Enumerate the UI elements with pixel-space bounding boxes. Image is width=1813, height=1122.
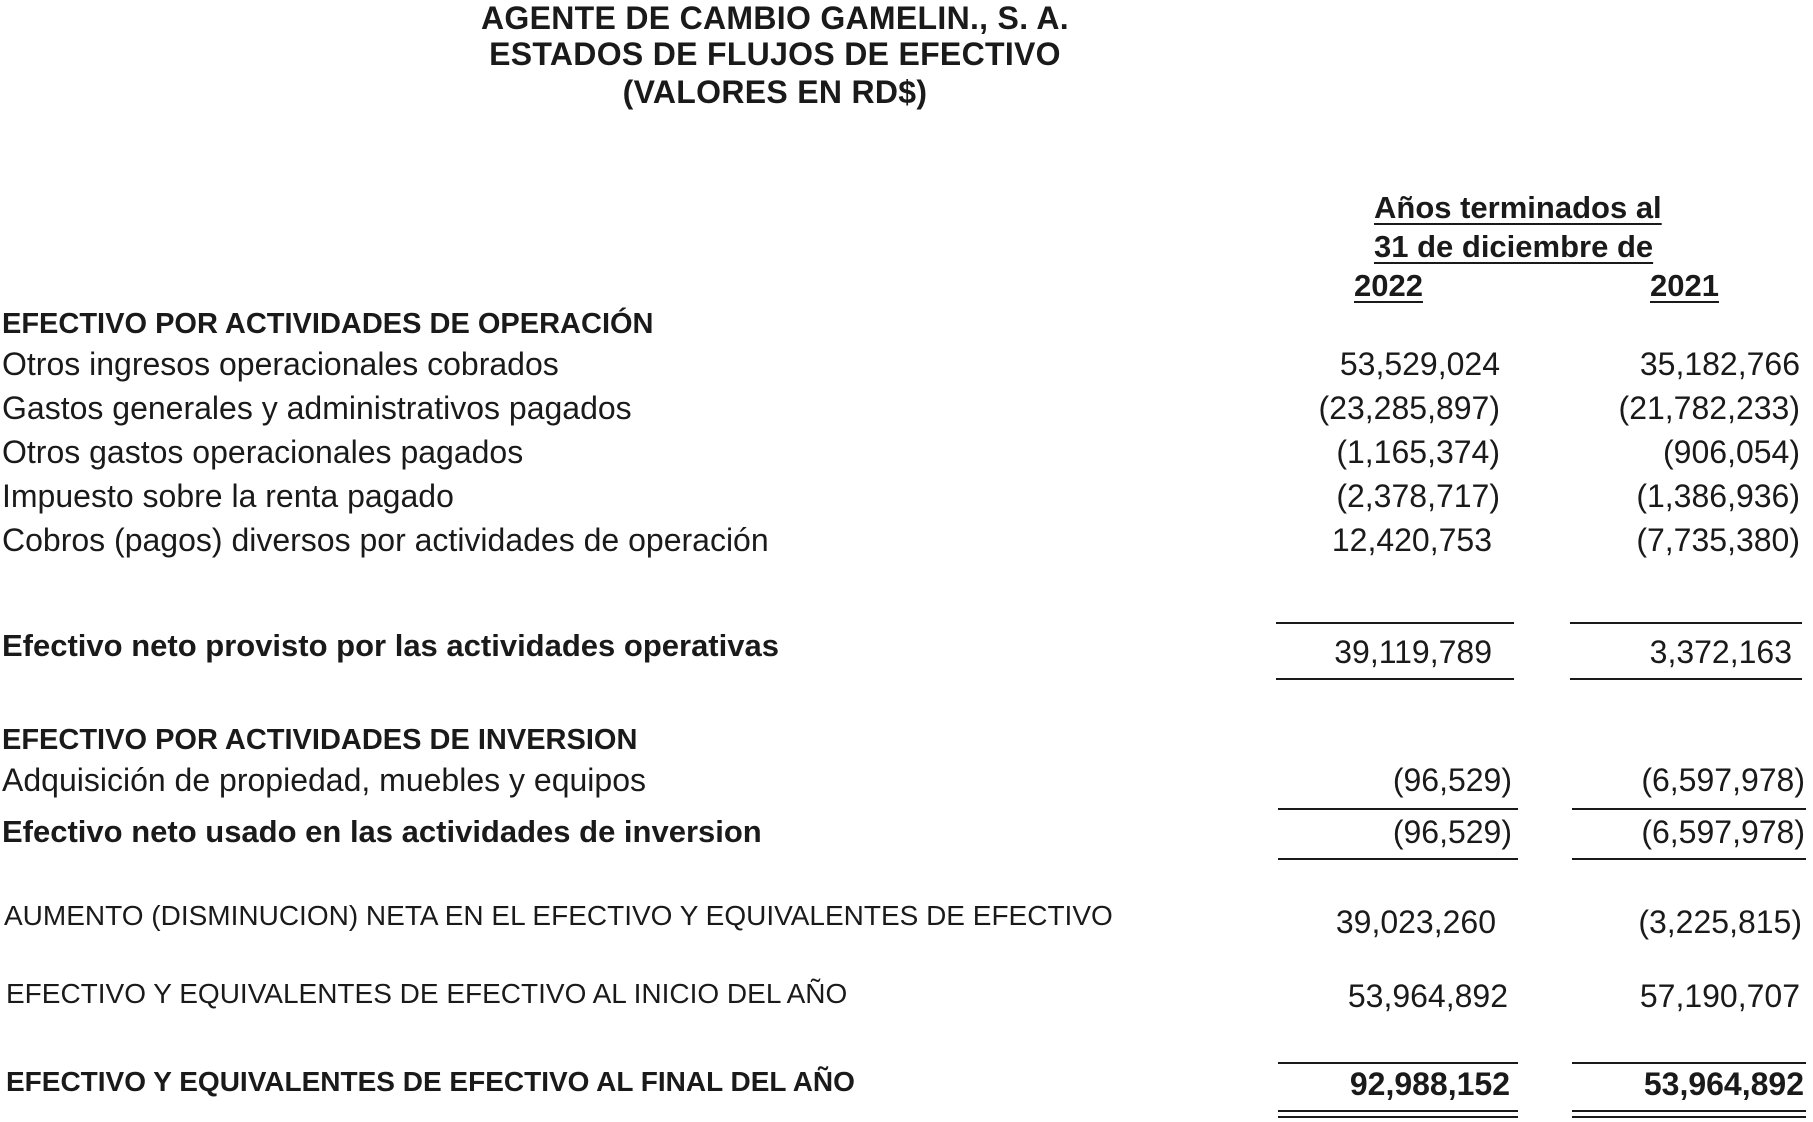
column-heading-line1: Años terminados al — [1374, 190, 1662, 225]
value-2022: (1,165,374) — [1336, 434, 1500, 470]
total-label: Efectivo neto provisto por las actividades operativas — [2, 628, 779, 663]
subtotal-rule-2022 — [1278, 808, 1518, 810]
closing-double-rule-2021 — [1572, 1110, 1806, 1118]
currency-note: (VALORES EN RD$) — [622, 74, 928, 110]
closing-top-rule-2021 — [1572, 1062, 1806, 1064]
total-label: Efectivo neto usado en las actividades de inversion — [2, 814, 762, 849]
value-2021: (7,735,380) — [1636, 522, 1800, 558]
value-2022: (23,285,897) — [1318, 390, 1500, 426]
total-row — [0, 628, 1813, 672]
row-label: Otros gastos operacionales pagados — [2, 434, 524, 470]
closing-balance-2021: 53,964,892 — [1643, 1066, 1804, 1102]
section-title: EFECTIVO POR ACTIVIDADES DE OPERACIÓN — [2, 308, 654, 340]
value-2021: (906,054) — [1663, 434, 1800, 470]
table-row — [0, 522, 1813, 566]
net-change-row — [0, 898, 1813, 942]
total-row — [0, 814, 1813, 858]
closing-balance-2022: 92,988,152 — [1349, 1066, 1510, 1102]
opening-balance-row — [0, 978, 1813, 1022]
value-2022: (96,529) — [1392, 762, 1512, 798]
row-label: Cobros (pagos) diversos por actividades de operación — [2, 522, 769, 558]
total-rule-2021 — [1572, 858, 1806, 860]
value-2021: 35,182,766 — [1639, 346, 1800, 382]
column-heading-line2: 31 de diciembre de — [1374, 229, 1654, 264]
total-rule-2022 — [1278, 858, 1518, 860]
column-year-2022: 2022 — [1354, 268, 1423, 303]
value-2022: 12,420,753 — [1331, 522, 1492, 558]
opening-balance-label: EFECTIVO Y EQUIVALENTES DE EFECTIVO AL INICIO DEL AÑO — [6, 978, 848, 1009]
table-row — [0, 478, 1813, 522]
total-value-2021: (6,597,978) — [1641, 814, 1805, 850]
table-row — [0, 390, 1813, 434]
row-label: Adquisición de propiedad, muebles y equipos — [2, 762, 646, 798]
value-2021: (1,386,936) — [1636, 478, 1800, 514]
total-value-2022: 39,119,789 — [1334, 634, 1492, 670]
table-row — [0, 434, 1813, 478]
value-2021: (21,782,233) — [1618, 390, 1800, 426]
row-label: Impuesto sobre la renta pagado — [2, 478, 454, 514]
total-rule-2021 — [1570, 678, 1802, 680]
net-change-2022: 39,023,260 — [1335, 904, 1496, 940]
statement-title: ESTADOS DE FLUJOS DE EFECTIVO — [489, 36, 1061, 72]
subtotal-rule-2022 — [1276, 622, 1514, 624]
total-value-2021: 3,372,163 — [1649, 634, 1792, 670]
subtotal-rule-2021 — [1570, 622, 1802, 624]
closing-balance-label: EFECTIVO Y EQUIVALENTES DE EFECTIVO AL FINAL DEL AÑO — [6, 1066, 855, 1097]
net-change-label: AUMENTO (DISMINUCION) NETA EN EL EFECTIVO Y EQUIVALENTES DE EFECTIVO — [4, 900, 1113, 931]
opening-balance-2022: 53,964,892 — [1347, 978, 1508, 1014]
total-rule-2022 — [1276, 678, 1514, 680]
value-2021: (6,597,978) — [1641, 762, 1805, 798]
closing-top-rule-2022 — [1278, 1062, 1518, 1064]
row-label: Otros ingresos operacionales cobrados — [2, 346, 559, 382]
company-name: AGENTE DE CAMBIO GAMELIN., S. A. — [481, 0, 1069, 36]
value-2022: (2,378,717) — [1336, 478, 1500, 514]
column-year-2021: 2021 — [1650, 268, 1719, 303]
net-change-2021: (3,225,815) — [1638, 904, 1802, 940]
total-value-2022: (96,529) — [1392, 814, 1512, 850]
section-title: EFECTIVO POR ACTIVIDADES DE INVERSION — [2, 724, 638, 756]
row-label: Gastos generales y administrativos pagados — [2, 390, 632, 426]
closing-balance-row — [0, 1066, 1813, 1110]
table-row — [0, 346, 1813, 390]
subtotal-rule-2021 — [1572, 808, 1806, 810]
opening-balance-2021: 57,190,707 — [1639, 978, 1800, 1014]
table-row — [0, 762, 1813, 806]
closing-double-rule-2022 — [1278, 1110, 1518, 1118]
value-2022: 53,529,024 — [1339, 346, 1500, 382]
